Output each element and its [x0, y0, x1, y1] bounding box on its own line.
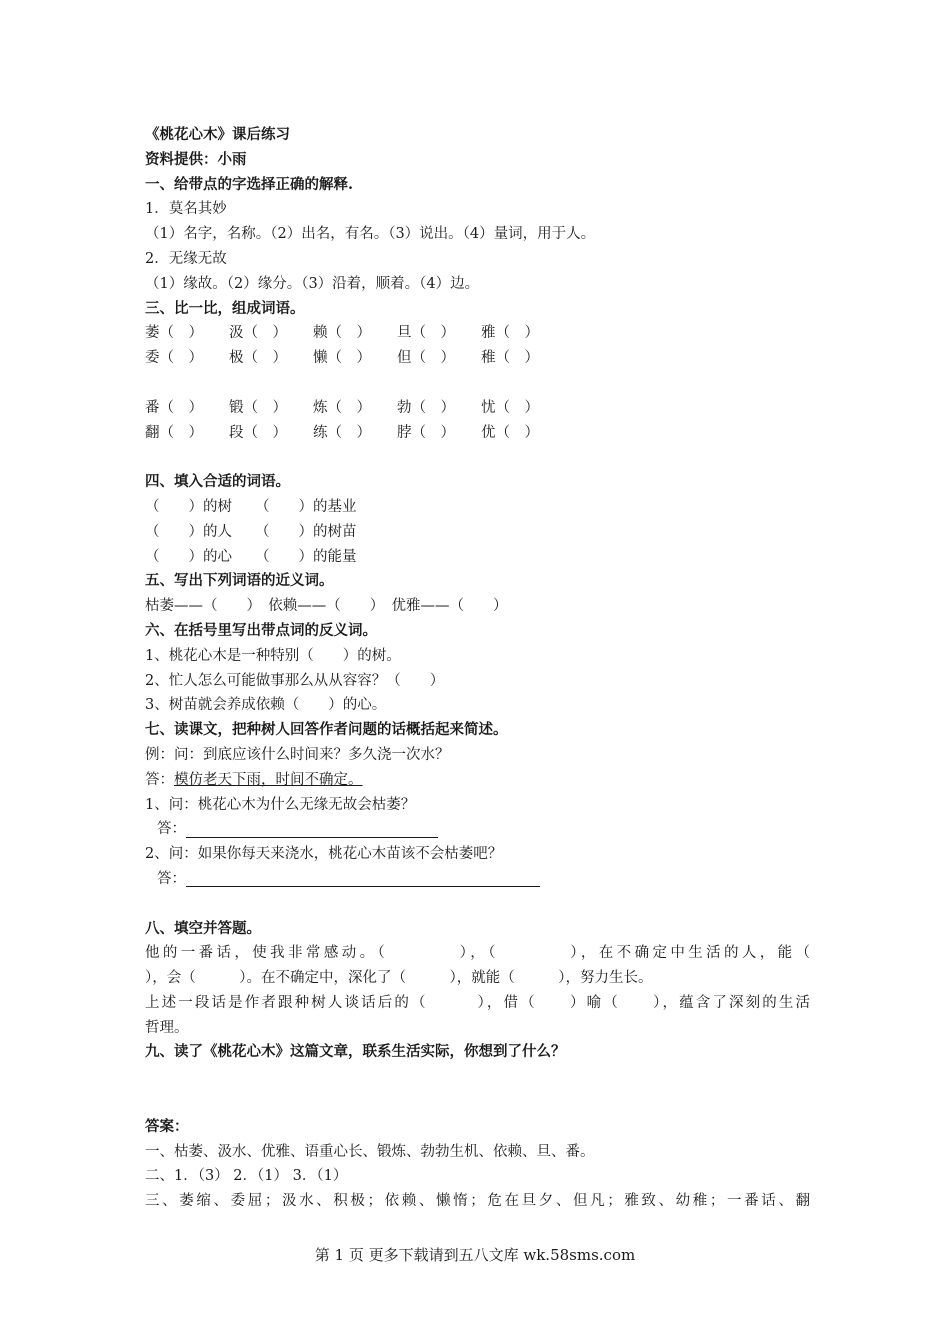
- compare-cell: 但（ ）: [397, 350, 455, 367]
- fill-item: （ ）的树苗: [255, 523, 357, 540]
- compare-row: [145, 346, 810, 371]
- fill-item: （ ）的基业: [255, 498, 357, 515]
- fill-item: （ ）的人: [145, 523, 232, 540]
- example-question: 例：问：到底应该什么时间来？多久浇一次水？: [145, 746, 450, 763]
- question-7-1: 1、问：桃花心木为什么无缘无故会枯萎？: [145, 796, 416, 813]
- paragraph-line: 上述一段话是作者跟种树人谈话后的（ ），借（ ）喻（ ），蕴含了深刻的生活: [145, 994, 810, 1011]
- section-1-heading: 一、给带点的字选择正确的解释.: [145, 175, 354, 193]
- compare-cell: 优（ ）: [481, 424, 539, 441]
- answer-7-1: [145, 817, 810, 842]
- example-answer: 模仿老天下雨，时间不确定。: [174, 771, 363, 788]
- fill-row: [145, 545, 810, 570]
- compare-row: [145, 396, 810, 421]
- fill-item: （ ）的能量: [255, 548, 357, 565]
- compare-cell: 稚（ ）: [481, 350, 539, 367]
- compare-cell: 脖（ ）: [397, 424, 455, 441]
- spacer: [145, 1065, 810, 1090]
- compare-cell: 懒（ ）: [313, 350, 371, 367]
- compare-cell: 委（ ）: [145, 350, 203, 367]
- section-3-heading: 三、比一比，组成词语。: [145, 299, 305, 317]
- paragraph-line: ），会（ ）。在不确定中，深化了（ ），就能（ ），努力生长。: [145, 970, 653, 987]
- compare-row: [145, 421, 810, 446]
- fill-row: [145, 495, 810, 520]
- fill-item: （ ）的树: [145, 498, 232, 515]
- question-7-2: 2、问：如果你每天来浇水，桃花心木苗该不会枯萎吧？: [145, 846, 503, 863]
- compare-cell: 旦（ ）: [397, 325, 455, 342]
- compare-cell: 翻（ ）: [145, 424, 203, 441]
- compare-cell: 番（ ）: [145, 399, 203, 416]
- page-footer: 第 1 页 更多下载请到五八文库 wk.58sms.com: [314, 1246, 636, 1264]
- section-5-heading: 五、写出下列词语的近义词。: [145, 572, 334, 590]
- fill-row: [145, 520, 810, 545]
- answers-heading: 答案：: [145, 1117, 189, 1135]
- question-1: 1．莫名其妙: [145, 201, 227, 218]
- spacer: [145, 892, 810, 917]
- answer-blank[interactable]: [186, 870, 540, 887]
- section-4-heading: 四、填入合适的词语。: [145, 473, 290, 491]
- paragraph-line: 他的一番话，使我非常感动。（ ），（ ），在不确定中生活的人，能（: [145, 945, 810, 962]
- compare-cell: 炼（ ）: [313, 399, 371, 416]
- question-1-options: （1）名字，名称。（2）出名，有名。（3）说出。（4）量词，用于人。: [145, 226, 596, 243]
- section-8-heading: 八、填空并答题。: [145, 919, 261, 937]
- antonym-item: 1、桃花心木是一种特别（ ）的树。: [145, 647, 401, 664]
- compare-cell: 勃（ ）: [397, 399, 455, 416]
- question-2-options: （1）缘故。（2）缘分。（3）沿着，顺着。（4）边。: [145, 275, 480, 292]
- spacer: [145, 445, 810, 470]
- answer-key-line: 一、枯萎、汲水、优雅、语重心长、锻炼、勃勃生机、依赖、旦、番。: [145, 1143, 595, 1160]
- fill-item: （ ）的心: [145, 548, 232, 565]
- answer-blank[interactable]: [186, 821, 438, 838]
- spacer: [145, 1090, 810, 1115]
- example-answer-label: 答：: [145, 771, 174, 788]
- antonym-item: 3、树苗就会养成依赖（ ）的心。: [145, 697, 387, 714]
- spacer: [145, 371, 810, 396]
- answer-key-line: 二、1．（3） 2．（1） 3．（1）: [145, 1168, 348, 1185]
- compare-cell: 段（ ）: [229, 424, 287, 441]
- document-title: 《桃花心木》课后练习: [145, 126, 290, 143]
- answer-7-2: [145, 867, 810, 892]
- paragraph-line: 哲理。: [145, 1019, 189, 1036]
- section-7-heading: 七、读课文，把种树人回答作者问题的话概括起来简述。: [145, 721, 508, 739]
- compare-cell: 汲（ ）: [229, 325, 287, 342]
- compare-cell: 雅（ ）: [481, 325, 539, 342]
- question-2: 2．无缘无故: [145, 250, 227, 267]
- compare-cell: 萎（ ）: [145, 325, 203, 342]
- compare-row: [145, 321, 810, 346]
- compare-cell: 极（ ）: [229, 350, 287, 367]
- document-body: [145, 123, 810, 1214]
- section-6-heading: 六、在括号里写出带点词的反义词。: [145, 621, 377, 639]
- answer-label: 答：: [157, 870, 186, 887]
- compare-cell: 练（ ）: [313, 424, 371, 441]
- compare-cell: 锻（ ）: [229, 399, 287, 416]
- compare-cell: 忧（ ）: [481, 399, 539, 416]
- example-answer-line: [145, 768, 810, 793]
- synonym-line: 枯萎——（ ） 依赖——（ ） 优雅——（ ）: [145, 598, 508, 615]
- antonym-item: 2、忙人怎么可能做事那么从从容容？（ ）: [145, 672, 445, 689]
- source-credit: 资料提供：小雨: [145, 150, 247, 168]
- answer-key-line: 三、萎缩、委屈；汲水、积极；依赖、懒惰；危在旦夕、但凡；雅致、幼稚；一番话、翻: [145, 1193, 810, 1210]
- answer-label: 答：: [157, 821, 186, 838]
- section-9-heading: 九、读了《桃花心木》这篇文章，联系生活实际，你想到了什么？: [145, 1043, 566, 1061]
- compare-cell: 赖（ ）: [313, 325, 371, 342]
